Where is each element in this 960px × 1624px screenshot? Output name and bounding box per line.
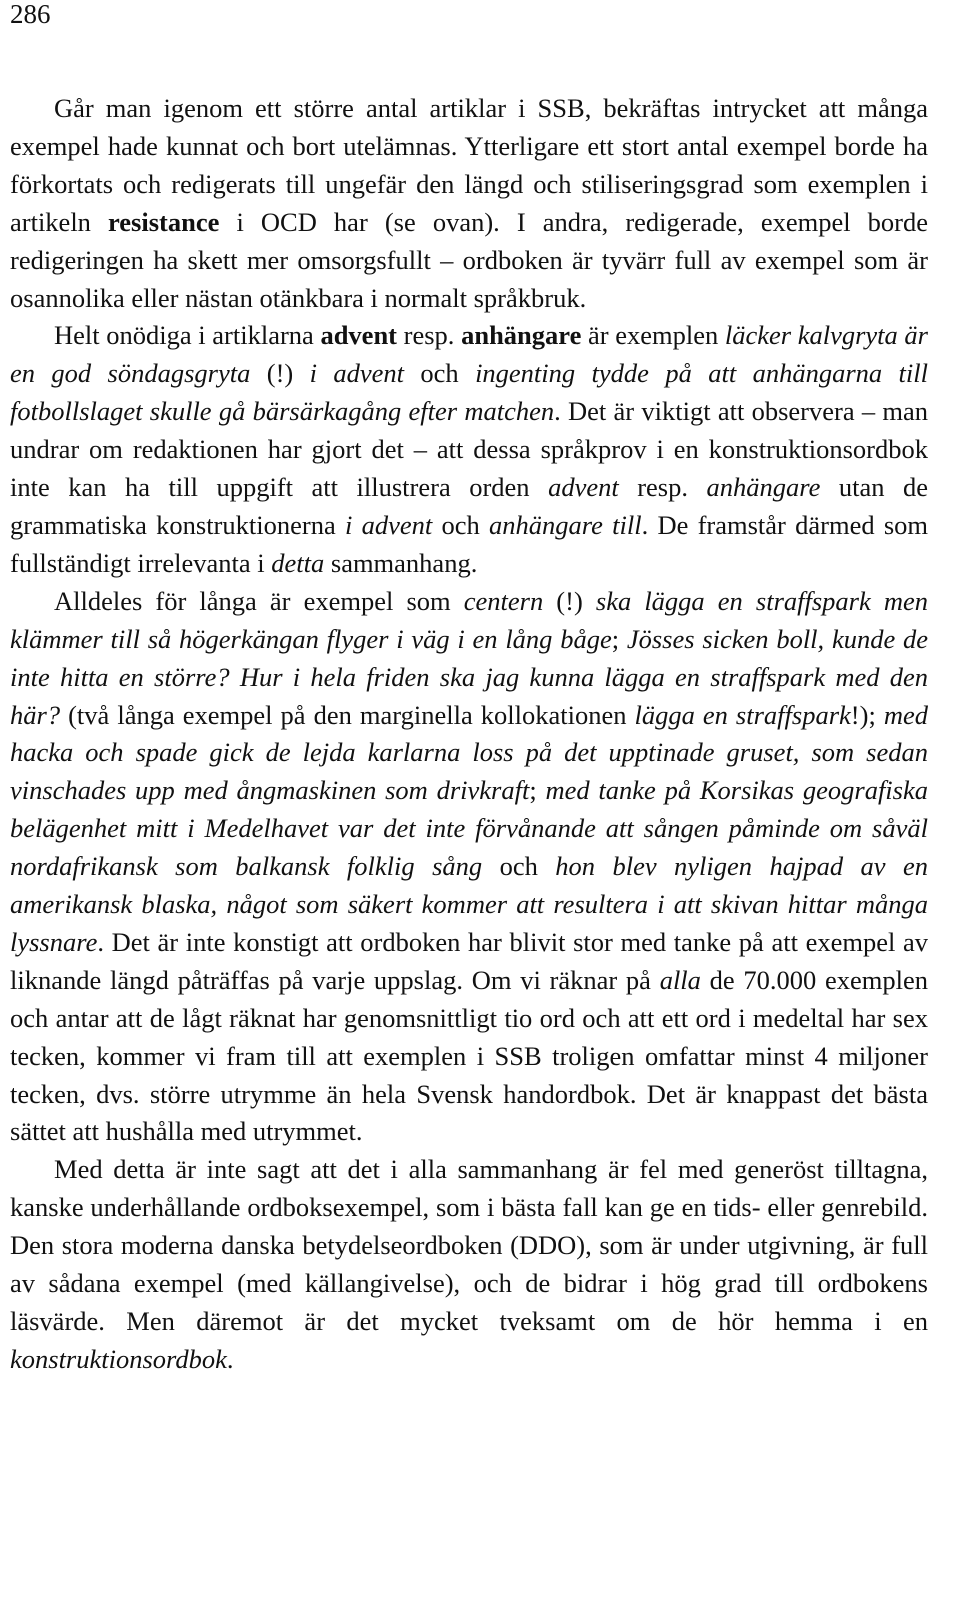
page-number: 286 xyxy=(10,0,51,29)
italic-example: ingenting tydde på att anhängarna till fotbollslaget skulle gå bärsärkagång efter matchen xyxy=(10,358,928,427)
text-run: är exemplen xyxy=(581,320,725,351)
text-run: Med detta är inte sagt att det i alla sammanhang är fel med generöst tilltagna, kanske underhållande ordboksexempel, som i bästa fall kan ge en tids- eller genrebild. Den stora moderna danska betydelseordboken (DDO), som är under utgivning, är full av sådana exempel (med källangivelse), och de bidrar i hög grad till ordbokens läsvärde. Men däremot är det mycket tveksamt om de hör hemma i en xyxy=(10,1154,928,1336)
text-run: . Det är inte konstigt att ordboken har blivit stor med tanke på att exempel av liknande längd påträffas på varje uppslag. Om vi räknar på xyxy=(10,926,928,995)
paragraph-4 xyxy=(10,1151,928,1378)
italic-example: läcker kalvgryta är en god söndagsgryta xyxy=(10,320,928,389)
text-run: ; xyxy=(529,775,546,806)
italic-example: lägga en straffspark xyxy=(634,699,851,730)
text-run: resp. xyxy=(397,320,462,351)
bold-term: anhängare xyxy=(461,320,582,351)
italic-example: ska lägga en straffspark men klämmer till så högerkängan flyger i väg i en lång båge xyxy=(10,585,928,654)
text-run: (!) xyxy=(250,358,310,389)
text-run: utan de grammatiska konstruktionerna xyxy=(10,472,929,540)
text-run: . De framstår därmed som fullständigt irrelevanta i xyxy=(10,509,929,578)
text-run: de 70.000 exemplen och antar att de lågt räknat har genomsnittligt tio ord och att ett ord i medeltal har sex tecken, kommer vi fram till att exemplen i SSB troligen omfattar minst 4 miljoner tecken, dvs. större utrymme än hela Svensk handordbok. Det är knappast det bästa sättet att hushålla med utrymmet. xyxy=(10,964,928,1147)
italic-example: centern xyxy=(463,585,544,616)
italic-example: konstruktionsordbok xyxy=(10,1343,227,1374)
text-run: (!) xyxy=(543,585,596,616)
text-run: och xyxy=(432,509,490,540)
italic-example: advent xyxy=(548,472,619,503)
text-run xyxy=(230,662,240,692)
text-run: Helt onödiga i artiklarna xyxy=(54,320,321,351)
text-run: sammanhang. xyxy=(324,547,478,578)
text-run: och xyxy=(404,358,476,389)
text-run: (två långa exempel på den marginella kollokationen xyxy=(60,699,635,730)
text-run: i OCD har (se ovan). I andra, redigerade, exempel borde redigeringen ha skett mer omsorgsfullt – ordboken är tyvärr full av exempel som är osannolika eller nästan otänkbara i normalt språkbruk. xyxy=(10,206,928,313)
italic-example: Jösses sicken boll, kunde de inte hitta en större? xyxy=(10,623,928,692)
paragraph-2 xyxy=(10,317,928,582)
text-run: . Det är viktigt att observera – man undrar om redaktionen har gjort det – att dessa språkprov i en konstruktionsordbok inte kan ha till uppgift att illustrera orden xyxy=(10,396,928,503)
text-run: ; xyxy=(611,623,627,654)
italic-example: med tanke på Korsikas geografiska belägenhet mitt i Medelhavet var det inte förvånande att sången påminde om såväl nordafrikansk som balkansk folklig sång xyxy=(10,775,928,882)
text-run: och xyxy=(482,851,556,882)
italic-example: Hur i hela friden ska jag kunna lägga en straffspark med den här? xyxy=(10,661,928,730)
bold-term: resistance xyxy=(108,206,220,237)
text-run: . xyxy=(226,1343,234,1374)
italic-example: i advent xyxy=(309,358,405,389)
paragraph-1 xyxy=(10,90,928,317)
italic-example: i advent xyxy=(344,509,433,540)
italic-example: hon blev nyligen hajpad av en amerikansk blaska, något som säkert kommer att resultera i att skivan hittar många lyssnare xyxy=(10,851,928,957)
italic-example: anhängare xyxy=(706,472,821,503)
text-run: resp. xyxy=(618,472,707,503)
paragraph-3 xyxy=(10,583,928,1152)
text-run: !); xyxy=(850,699,884,730)
italic-example: anhängare till xyxy=(489,509,642,540)
text-run: Alldeles för långa är exempel som xyxy=(54,585,464,616)
italic-example: alla xyxy=(659,964,701,995)
bold-term: advent xyxy=(320,320,398,351)
text-run: Går man igenom ett större antal artiklar i SSB, bekräftas intrycket att många exempel hade kunnat och bort utelämnas. Ytterligare ett stort antal exempel borde ha förkortats och redigerats till ungefär den längd och stiliseringsgrad som exemplen i artikeln xyxy=(10,93,928,237)
body-text xyxy=(10,90,928,1379)
italic-example: detta xyxy=(271,547,325,578)
italic-example: med hacka och spade gick de lejda karlarna loss på det upptinade gruset, som sedan vinschades upp med ångmaskinen som drivkraft xyxy=(10,699,928,806)
